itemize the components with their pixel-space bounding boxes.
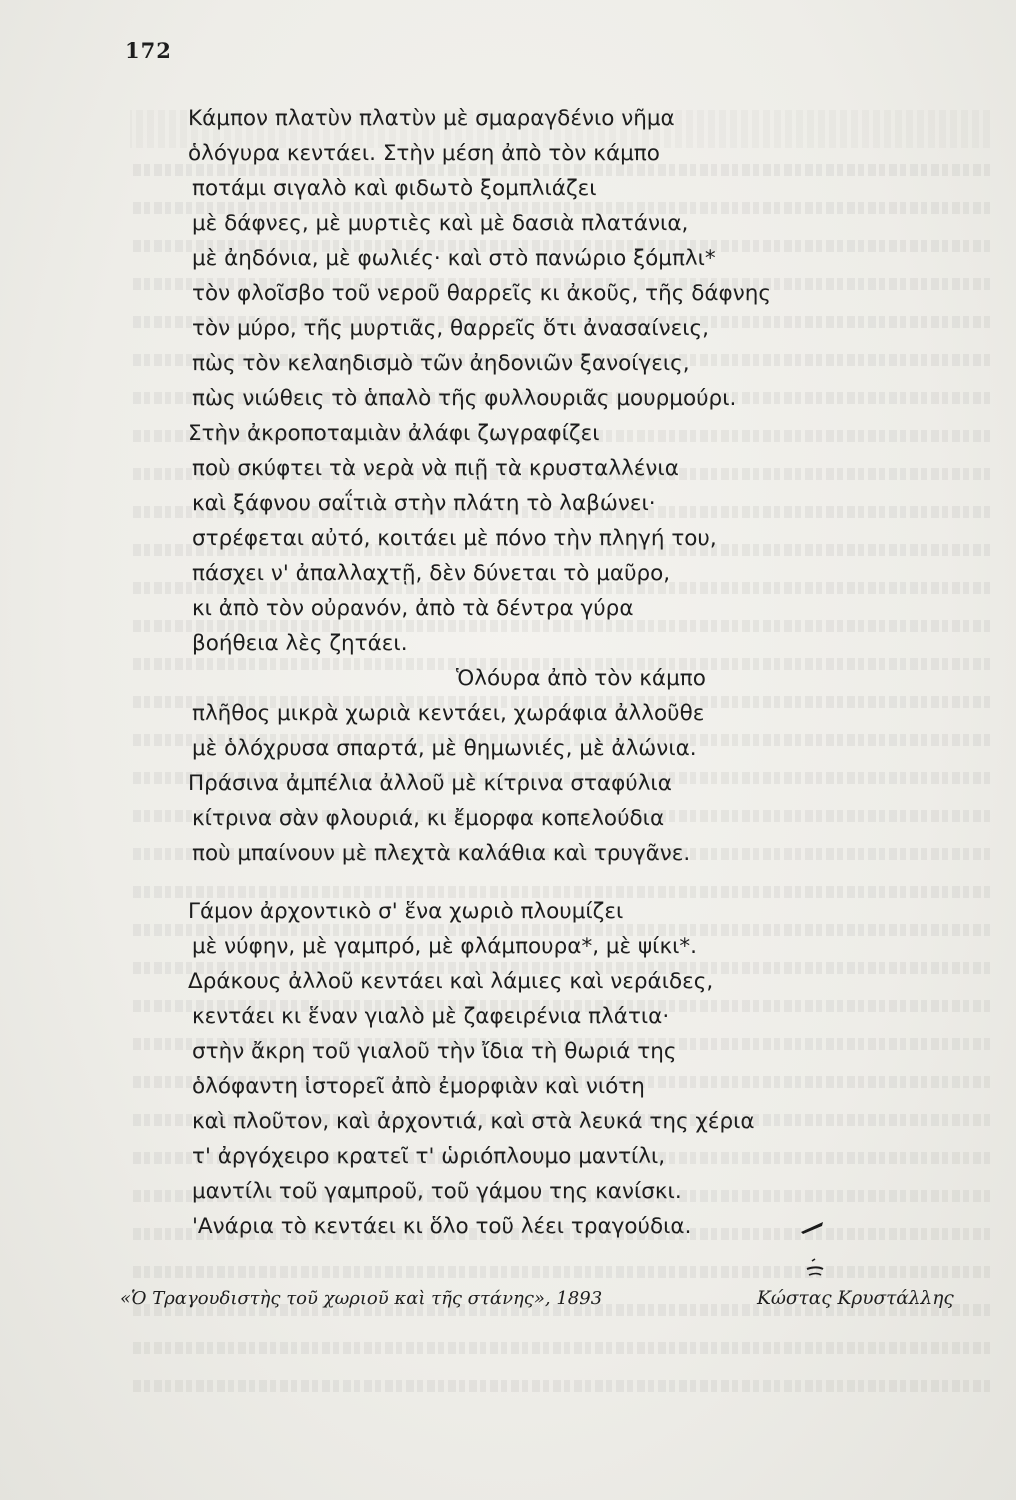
poem-line: ποὺ μπαίνουν μὲ πλεχτὰ καλάθια καὶ τρυγᾶνε. <box>192 841 691 866</box>
poem-line: βοήθεια λὲς ζητάει. <box>192 631 408 656</box>
poem-line: ὁλόγυρα κεντάει. Στὴν μέση ἀπὸ τὸν κάμπο <box>188 141 660 166</box>
poem-line: πλῆθος μικρὰ χωριὰ κεντάει, χωράφια ἀλλοῦθε <box>192 701 705 726</box>
poem-line: πὼς τὸν κελαηδισμὸ τῶν ἀηδονιῶν ξανοίγεις, <box>192 351 690 376</box>
poem-line: κι ἀπὸ τὸν οὐρανόν, ἀπὸ τὰ δέντρα γύρα <box>192 596 634 621</box>
poem-line: μὲ ἀηδόνια, μὲ φωλιές· καὶ στὸ πανώριο ξόμπλι* <box>192 246 716 271</box>
poem-line: 'Ανάρια τὸ κεντάει κι ὅλο τοῦ λέει τραγούδια. <box>192 1214 692 1239</box>
poem-line: Στὴν ἀκροποταμιὰν ἀλάφι ζωγραφίζει <box>188 421 600 446</box>
poem-line: πὼς νιώθεις τὸ ἁπαλὸ τῆς φυλλουριᾶς μουρμούρι. <box>192 386 737 411</box>
poem-footer <box>0 1288 1016 1324</box>
poem-line: τὸν φλοῖσβο τοῦ νεροῦ θαρρεῖς κι ἀκοῦς, τῆς δάφνης <box>192 281 771 306</box>
poem-line: κεντάει κι ἕναν γιαλὸ μὲ ζαφειρένια πλάτια· <box>192 1004 670 1029</box>
poem-line: Πράσινα ἀμπέλια ἀλλοῦ μὲ κίτρινα σταφύλια <box>188 771 672 796</box>
poem-line: στὴν ἄκρη τοῦ γιαλοῦ τὴν ἴδια τὴ θωριά της <box>192 1039 677 1064</box>
poem-line: τ' ἀργόχειρο κρατεῖ τ' ὡριόπλουμο μαντίλι, <box>192 1144 666 1169</box>
poem-line: καὶ πλοῦτον, καὶ ἀρχοντιά, καὶ στὰ λευκά της χέρια <box>192 1109 755 1134</box>
ornament-flourish-icon <box>797 1213 829 1283</box>
poem-line: ποὺ σκύφτει τὰ νερὰ νὰ πιῇ τὰ κρυσταλλένια <box>192 456 679 481</box>
author-name: Κώστας Κρυστάλλης <box>757 1288 954 1309</box>
page-number: 172 <box>125 38 172 63</box>
poem-line: καὶ ξάφνου σαΐτιὰ στὴν πλάτη τὸ λαβώνει· <box>192 491 656 516</box>
stanza-2 <box>0 894 1016 1244</box>
poem-line-indented: Ὁλόυρα ἀπὸ τὸν κάμπο <box>456 666 706 691</box>
poem-line: μὲ δάφνες, μὲ μυρτιὲς καὶ μὲ δασιὰ πλατάνια, <box>192 211 689 236</box>
poem-line: ποτάμι σιγαλὸ καὶ φιδωτὸ ξομπλιάζει <box>192 176 597 201</box>
source-citation: «Ὁ Τραγουδιστὴς τοῦ χωριοῦ καὶ τῆς στάνης», 1893 <box>120 1288 603 1309</box>
poem-line: τὸν μύρο, τῆς μυρτιᾶς, θαρρεῖς ὅτι ἀνασαίνεις, <box>192 316 709 341</box>
poem-line: Δράκους ἀλλοῦ κεντάει καὶ λάμιες καὶ νεράιδες, <box>188 969 714 994</box>
poem-line: πάσχει ν' ἀπαλλαχτῇ, δὲν δύνεται τὸ μαῦρο, <box>192 561 671 586</box>
poem-line: μαντίλι τοῦ γαμπροῦ, τοῦ γάμου της κανίσκι. <box>192 1179 682 1204</box>
poem-line: Γάμον ἀρχοντικὸ σ' ἕνα χωριὸ πλουμίζει <box>188 899 624 924</box>
poem <box>0 101 1016 1244</box>
stanza-1 <box>0 101 1016 871</box>
poem-line: στρέφεται αὐτό, κοιτάει μὲ πόνο τὴν πληγή του, <box>192 526 717 551</box>
poem-line: ὁλόφαντη ἱστορεῖ ἀπὸ ἐμορφιὰν καὶ νιότη <box>192 1074 645 1099</box>
poem-line: μὲ ὁλόχρυσα σπαρτά, μὲ θημωνιές, μὲ ἀλώνια. <box>192 736 697 761</box>
poem-line: μὲ νύφην, μὲ γαμπρό, μὲ φλάμπουρα*, μὲ ψίκι*. <box>192 934 697 959</box>
poem-line: Κάμπον πλατὺν πλατὺν μὲ σμαραγδένιο νῆμα <box>188 106 675 131</box>
poem-line: κίτρινα σὰν φλουριά, κι ἔμορφα κοπελούδια <box>192 806 665 831</box>
